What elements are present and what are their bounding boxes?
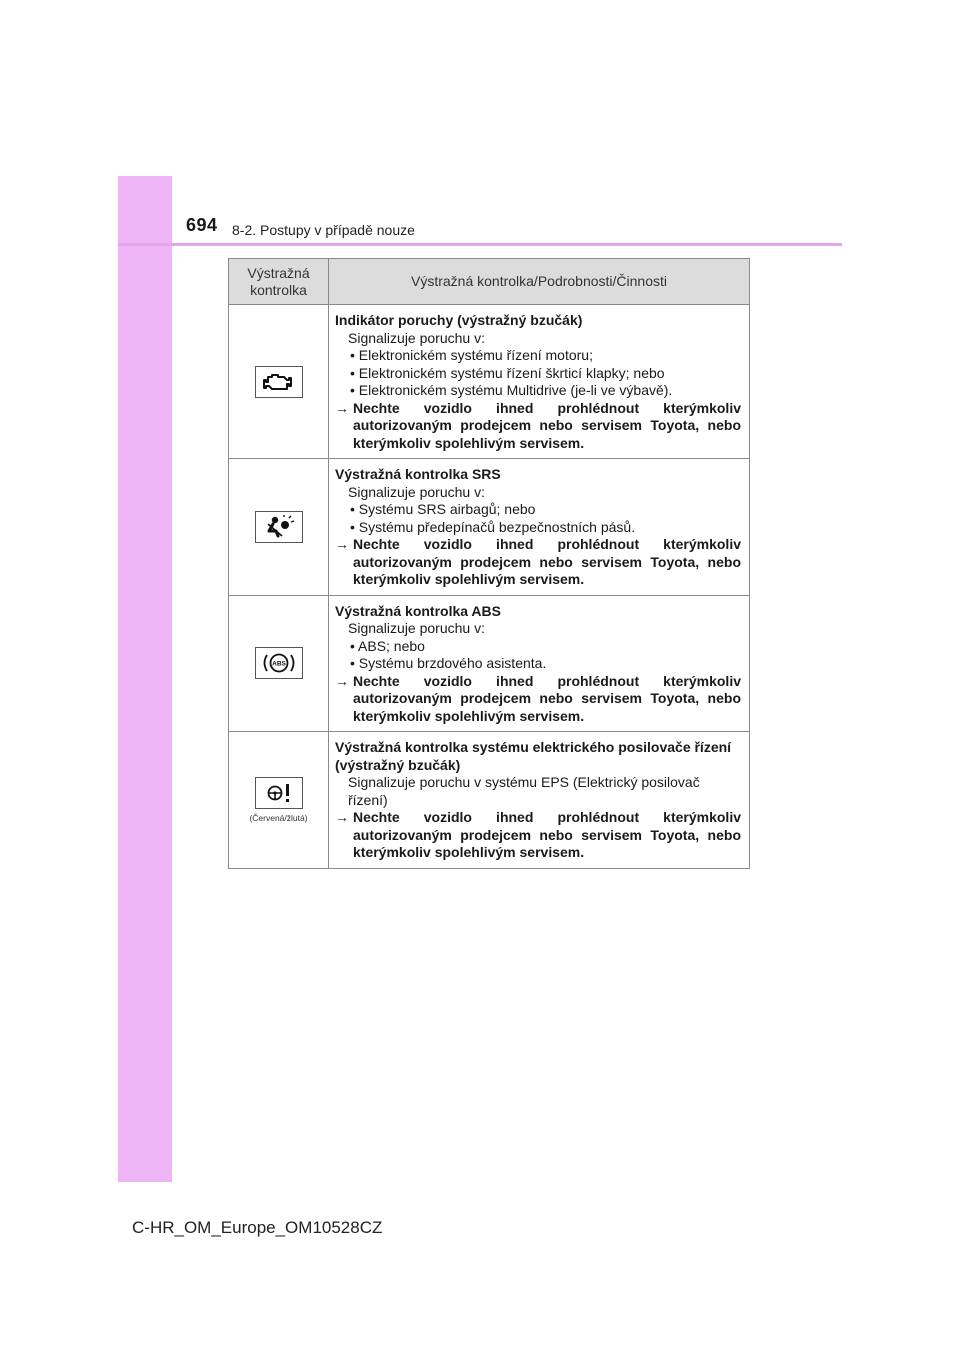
description-cell: [329, 459, 750, 596]
warning-bullet: • Elektronickém systému řízení motoru;: [350, 347, 593, 363]
warning-intro: Signalizuje poruchu v:: [348, 329, 485, 346]
warning-action: [335, 536, 741, 589]
warning-intro: Signalizuje poruchu v systému EPS (Elektrický posilovač řízení): [348, 774, 700, 808]
icon-cell: [229, 459, 329, 596]
side-color-strip: [118, 176, 172, 1182]
column-header-description: Výstražná kontrolka/Podrobnosti/Činnosti: [329, 259, 750, 305]
warning-title: Indikátor poruchy (výstražný bzučák): [335, 312, 583, 328]
eps-steering-icon: [255, 777, 303, 809]
warning-title: Výstražná kontrolka ABS: [335, 602, 501, 619]
warning-action-text: Nechte vozidlo ihned prohlédnout kterýmkoliv autorizovaným prodejcem nebo servisem Toyota, nebo kterýmkoliv spolehlivým servisem.: [353, 672, 741, 724]
warning-action: [335, 673, 741, 726]
warning-bullet: • Systému předepínačů bezpečnostních pásů.: [350, 518, 636, 535]
table-row: [229, 595, 750, 732]
document-code: C-HR_OM_Europe_OM10528CZ: [132, 1218, 383, 1237]
description-cell: [329, 305, 750, 459]
description-cell: [329, 595, 750, 732]
warning-title: Výstražná kontrolka systému elektrického posilovače řízení (výstražný bzučák): [335, 739, 732, 773]
arrow-icon: →: [335, 536, 349, 552]
section-title: 8-2. Postupy v případě nouze: [232, 222, 415, 238]
table-row: [229, 305, 750, 459]
warning-lights-table: [228, 258, 750, 869]
table-header-row: [229, 259, 750, 305]
icon-cell: [229, 595, 329, 732]
icon-caption: (Červená/žlutá): [249, 812, 308, 823]
srs-airbag-icon: [255, 511, 303, 543]
icon-cell: [229, 732, 329, 869]
warning-bullet: • Systému brzdového asistenta.: [350, 655, 547, 671]
warning-action: [335, 400, 741, 453]
warning-action-text: Nechte vozidlo ihned prohlédnout kterýmkoliv autorizovaným prodejcem nebo servisem Toyota, nebo kterýmkoliv spolehlivým servisem.: [353, 399, 741, 451]
warning-action-text: Nechte vozidlo ihned prohlédnout kterýmkoliv autorizovaným prodejcem nebo servisem Toyota, nebo kterýmkoliv spolehlivým servisem.: [353, 809, 741, 860]
warning-intro: Signalizuje poruchu v:: [348, 483, 485, 500]
icon-cell: [229, 305, 329, 459]
arrow-icon: →: [335, 809, 349, 825]
column-header-icon: Výstražná kontrolka: [229, 259, 329, 305]
arrow-icon: →: [335, 399, 349, 416]
warning-action-text: Nechte vozidlo ihned prohlédnout kterýmkoliv autorizovaným prodejcem nebo servisem Toyota, nebo kterýmkoliv spolehlivým servisem.: [353, 536, 741, 587]
header-rule: [118, 243, 842, 246]
table-row: [229, 459, 750, 596]
abs-icon: [255, 647, 303, 679]
warning-bullet: • Elektronickém systému řízení škrticí klapky; nebo: [350, 364, 665, 381]
warning-bullet: • Systému SRS airbagů; nebo: [350, 501, 536, 517]
table-row: [229, 732, 750, 869]
description-cell: [329, 732, 750, 869]
warning-bullet: • ABS; nebo: [350, 637, 425, 654]
warning-bullet: • Elektronickém systému Multidrive (je-li ve výbavě).: [350, 382, 673, 398]
page-number: 694: [186, 215, 218, 235]
warning-title: Výstražná kontrolka SRS: [335, 466, 501, 482]
warning-intro: Signalizuje poruchu v:: [348, 620, 485, 636]
warning-action: [335, 809, 741, 862]
svg-text:ABS: ABS: [271, 660, 286, 668]
arrow-icon: →: [335, 672, 349, 689]
check-engine-icon: [255, 366, 303, 398]
